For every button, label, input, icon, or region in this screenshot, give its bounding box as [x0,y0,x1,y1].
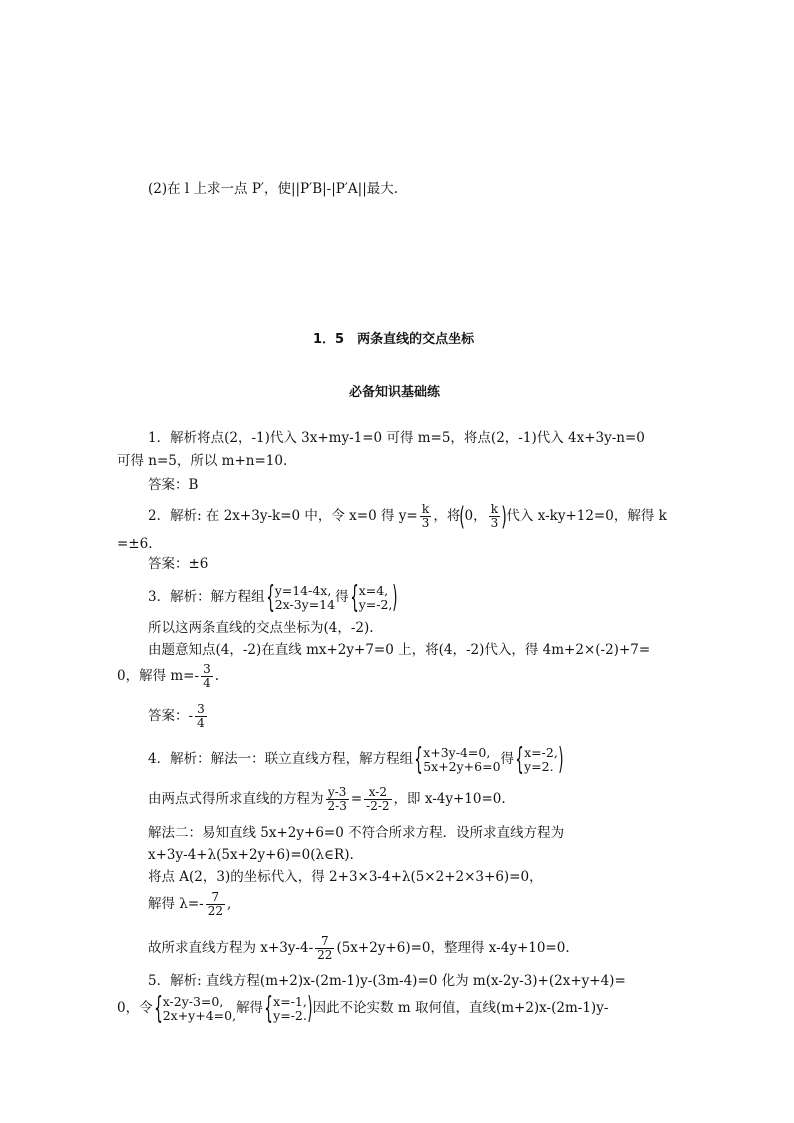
point-zero: 0， [464,508,487,524]
fraction-7-over-22: $\frac{7}{22}$ [207,890,224,918]
p5-line1: 5．解析: 直线方程(m+2)x-(2m-1)y-(3m-4)=0 化为 m(x-2y-3)+(2x+y+4)= [148,973,626,989]
system-3: x+3y-4=0, 5x+2y+6=0 [423,744,501,774]
left-brace: { [265,579,275,615]
fraction-3-over-4: $\frac{3}{4}$ [203,662,211,690]
p1-answer: 答案：B [148,477,199,493]
p4-text-mid: 得 [500,751,515,767]
p3-text-mid: 得 [335,589,349,605]
p2-text-a: 2．解析: 在 2x+3y-k=0 中，令 x=0 得 y= [148,508,418,524]
system-1: y=14-4x, 2x-3y=14 [274,582,336,612]
p3-answer [148,700,209,732]
p4-text-final-a: 故所求直线方程为 x+3y-4- [148,940,314,956]
system-2: x=4, y=-2, [358,582,393,612]
left-brace-5: { [153,990,163,1026]
right-paren: ) [501,501,508,532]
p2-text-c: 代入 x-ky+12=0，解得 k [506,508,667,524]
right-paren-sys: ) [392,579,398,615]
p3-line1 [148,579,398,615]
p5-text-a: 0，令 [117,1000,153,1016]
left-brace-4: { [515,741,524,777]
system-5: x-2y-3=0, 2x+y+4=0, [162,993,237,1023]
left-brace-6: { [264,990,273,1026]
p4-line1 [148,741,564,777]
p5-line2 [117,990,609,1026]
p4-line4: x+3y-4+λ(5x+2y+6)=0(λ∈R). [148,847,354,863]
fraction-7-over-22-b: $\frac{7}{22}$ [317,934,333,962]
p1-line2: 可得 n=5，所以 m+n=10. [117,453,288,469]
p3-line3: 由题意知点(4，-2)在直线 mx+2y+7=0 上，将(4，-2)代入，得 4m+2×(-2)+7= [148,642,651,658]
p2-answer: 答案：±6 [148,556,209,572]
p3-text-a: 3．解析：解方程组 [148,589,265,605]
p4-text-final-b: (5x+2y+6)=0，整理得 x-4y+10=0. [336,940,570,956]
fraction-answer-3-over-4: $\frac{3}{4}$ [197,702,205,730]
subsection-title: 必备知识基础练 [349,385,441,400]
p4-line2 [148,783,506,815]
p2-line2: =±6. [117,536,153,552]
p4-line5: 将点 A(2，3)的坐标代入，得 2+3×3-4+λ(5×2+2×3+6)=0， [148,869,543,885]
fraction-k-over-3-b: $\frac{k}{3}$ [490,502,499,530]
p3-line4: 0，解得 m=- $\frac{3}{4}$ . [117,662,219,690]
p3-answer-label: 答案：- [148,708,194,724]
system-6: x=-1, y=-2. [273,993,307,1023]
p5-text-b: 因此不论实数 m 取何值，直线(m+2)x-(2m-1)y- [312,1000,609,1016]
p4-text-result: ，即 x-4y+10=0. [393,791,506,807]
p4-line6: 解得 λ=- $\frac{7}{22}$ , [148,890,232,918]
right-paren-sys-3: ) [307,990,313,1026]
system-4: x=-2, y=2. [524,744,558,774]
p2-text-b: ，将 [433,508,461,524]
p4-text-a: 4．解析：解法一：联立直线方程，解方程组 [148,751,414,767]
p2-line1 [148,500,667,532]
p1-line1: 1．解析将点(2，-1)代入 3x+my-1=0 可得 m=5，将点(2，-1)代入 4x+3y-n=0 [148,430,645,446]
p4-text-twopoint: 由两点式得所求直线的方程为 [148,791,324,807]
section-title: 1．5 两条直线的交点坐标 [313,332,475,347]
fraction-x2-over-m2m2: $\frac{x-2}{-2-2}$ [366,785,390,813]
left-paren: ( [459,501,466,532]
fraction-k-over-3: $\frac{k}{3}$ [421,502,430,530]
equals-sign: = [350,791,363,807]
p4-line3: 解法二：易知直线 5x+2y+6=0 不符合所求方程．设所求直线方程为 [148,825,565,841]
right-paren-sys-2: ) [558,741,564,777]
question-2: (2)在 l 上求一点 P′，使||P′B|-|P′A||最大. [148,181,399,197]
p4-line7 [148,932,570,964]
fraction-y3-over-2m3: $\frac{y-3}{2-3}$ [327,785,347,813]
left-brace-3: { [414,741,423,777]
p3-line2: 所以这两条直线的交点坐标为(4，-2). [148,620,374,636]
p5-text-mid: 解得 [236,1000,264,1016]
p4-text-lambda: 解得 λ=- [148,896,204,912]
left-brace-2: { [349,579,359,615]
p3-text-solve: 0，解得 m=- [117,668,200,684]
